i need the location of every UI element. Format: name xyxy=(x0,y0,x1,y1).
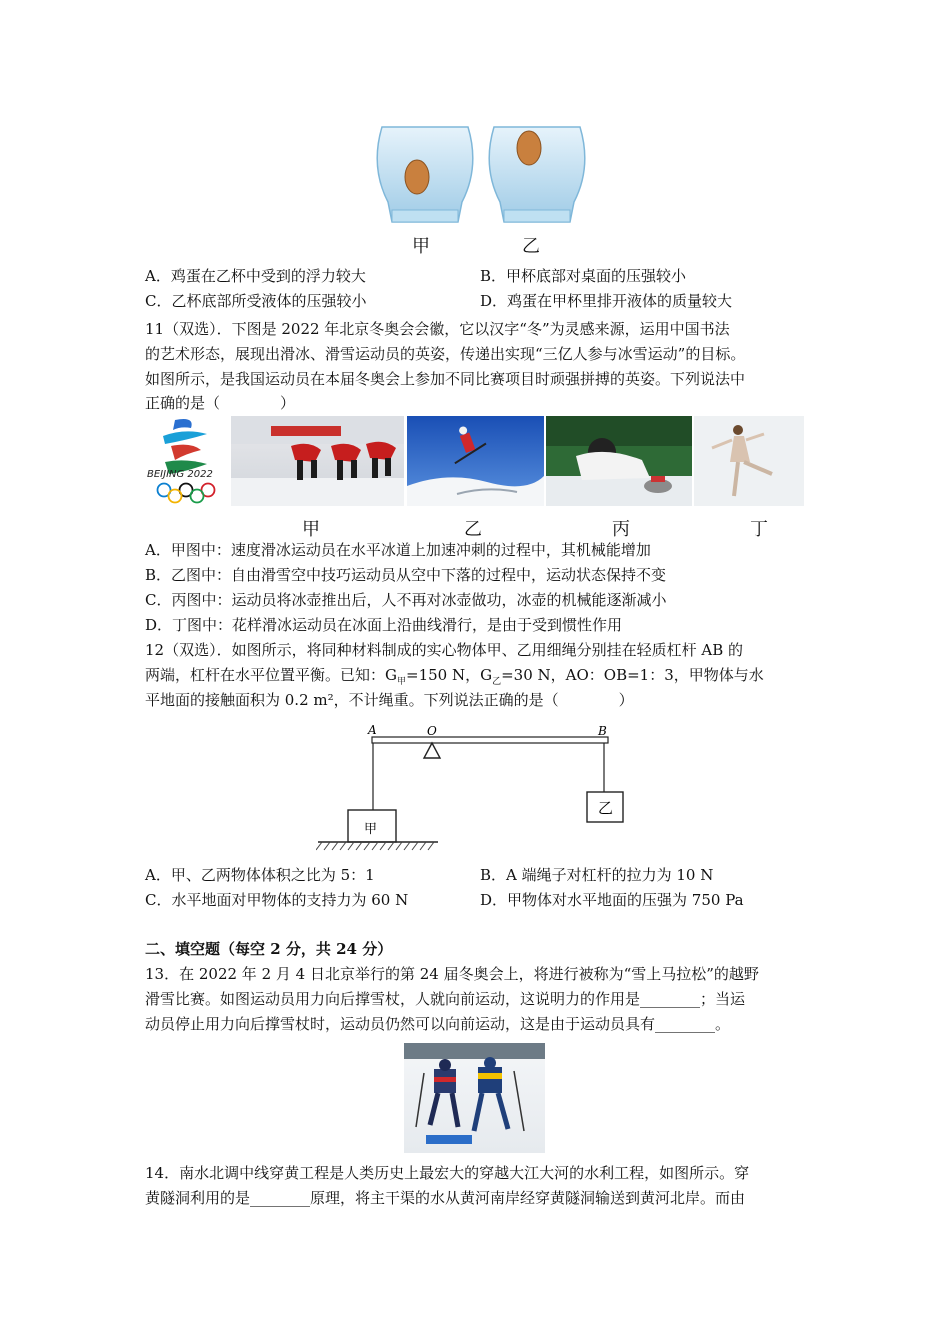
ground-hatching xyxy=(316,842,434,850)
point-o-label: O xyxy=(427,724,437,738)
photo-aerial-skiing xyxy=(407,416,544,506)
q11-option-c: C．丙图中：运动员将冰壶推出后，人不再对冰壶做功，冰壶的机械能逐渐减小 xyxy=(145,591,667,609)
q10-label-jia: 甲 xyxy=(412,236,430,257)
q13-text-line2: 滑雪比赛。如图运动员用力向后撑雪杖，人就向前运动，这说明力的作用是________；当运 xyxy=(145,990,746,1008)
q12-text-line3: 平地面的接触面积为 0.2 m²，不计绳重。下列说法正确的是（ ） xyxy=(145,691,634,709)
beijing-2022-emblem xyxy=(145,414,227,506)
q14-text-line2: 黄隧洞利用的是________原理，将主干渠的水从黄河南岸经穿黄隧洞输送到黄河北岸。而由 xyxy=(145,1189,746,1207)
q11-option-a: A．甲图中：速度滑冰运动员在水平冰道上加速冲刺的过程中，其机械能增加 xyxy=(145,541,651,559)
q11-option-b: B．乙图中：自由滑雪空中技巧运动员从空中下落的过程中，运动状态保持不变 xyxy=(145,566,667,584)
skier-right xyxy=(474,1057,524,1131)
q13-text-line3: 动员停止用力向后撑雪杖时，运动员仍然可以向前运动，这是由于运动员具有________。 xyxy=(145,1015,731,1033)
q11-option-d: D．丁图中：花样滑冰运动员在冰面上沿曲线滑行，是由于受到惯性作用 xyxy=(145,616,623,634)
q13-text-line1: 13．在 2022 年 2 月 4 日北京举行的第 24 届冬奥会上，将进行被称为“雪上马拉松”的越野 xyxy=(145,965,759,983)
skier-left xyxy=(416,1059,458,1127)
aerial-skier-graphic xyxy=(407,416,544,506)
lever-bar xyxy=(372,737,608,743)
q12-text-line1: 12（双选）．如图所示，将同种材料制成的实心物体甲、乙用细绳分别挂在轻质杠杆 AB 的 xyxy=(145,641,743,659)
block-jia-label: 甲 xyxy=(364,822,378,837)
q11-text-line1: 11（双选）．下图是 2022 年北京冬奥会会徽，它以汉字“冬”为灵感来源，运用中国书法 xyxy=(145,320,730,338)
olympic-rings-icon xyxy=(153,482,219,504)
fulcrum-icon xyxy=(424,743,440,758)
block-yi-label: 乙 xyxy=(598,799,614,817)
q11-caption-ding: 丁 xyxy=(750,519,768,540)
photo-curling xyxy=(546,416,692,506)
speed-skaters-graphic xyxy=(231,416,404,506)
q11-text-line2: 的艺术形态，展现出滑冰、滑雪运动员的英姿，传递出实现“三亿人参与冰雪运动”的目标。 xyxy=(145,345,746,363)
q11-caption-jia: 甲 xyxy=(302,519,320,540)
section-2-heading: 二、填空题（每空 2 分，共 24 分） xyxy=(145,940,393,958)
q10-option-d: D．鸡蛋在甲杯里排开液体的质量较大 xyxy=(480,292,733,310)
q10-option-b: B．甲杯底部对桌面的压强较小 xyxy=(480,267,687,285)
q10-glasses-figure xyxy=(370,122,590,232)
egg-jia xyxy=(405,160,429,194)
curler-graphic xyxy=(546,416,692,506)
photo-figure-skating xyxy=(694,416,804,506)
q10-label-yi: 乙 xyxy=(522,236,540,257)
figure-skater-graphic xyxy=(694,416,804,506)
q11-caption-yi: 乙 xyxy=(464,519,482,540)
q14-text-line1: 14．南水北调中线穿黄工程是人类历史上最宏大的穿越大江大河的水利工程，如图所示。穿 xyxy=(145,1164,750,1182)
point-a-label: A xyxy=(368,723,377,737)
photo-cross-country-skiing xyxy=(404,1043,545,1153)
glass-jia xyxy=(377,127,473,222)
point-b-label: B xyxy=(598,724,607,738)
q12-option-a: A．甲、乙两物体体积之比为 5：1 xyxy=(145,866,375,884)
q12-option-d: D．甲物体对水平地面的压强为 750 Pa xyxy=(480,891,744,909)
q11-caption-bing: 丙 xyxy=(612,519,630,540)
cross-country-skiers-graphic xyxy=(404,1043,545,1153)
q10-option-a: A．鸡蛋在乙杯中受到的浮力较大 xyxy=(145,267,366,285)
egg-yi xyxy=(517,131,541,165)
glass-yi xyxy=(489,127,585,222)
q11-text-line3: 如图所示，是我国运动员在本届冬奥会上参加不同比赛项目时顽强拼搏的英姿。下列说法中 xyxy=(145,370,746,388)
emblem-text: BEIJING 2022 xyxy=(147,469,213,480)
q10-option-c: C．乙杯底部所受液体的压强较小 xyxy=(145,292,367,310)
q12-option-b: B．A 端绳子对杠杆的拉力为 10 N xyxy=(480,866,714,884)
q12-text-line2: 两端，杠杆在水平位置平衡。已知：$G_甲=150$ N，$G_乙=30$ N，AO：OB=1：3，甲物体与水 xyxy=(145,666,764,687)
q12-option-c: C．水平地面对甲物体的支持力为 60 N xyxy=(145,891,409,909)
lever-diagram xyxy=(316,722,636,857)
photo-speed-skating xyxy=(231,416,404,506)
q11-text-line4: 正确的是（ ） xyxy=(145,394,296,412)
